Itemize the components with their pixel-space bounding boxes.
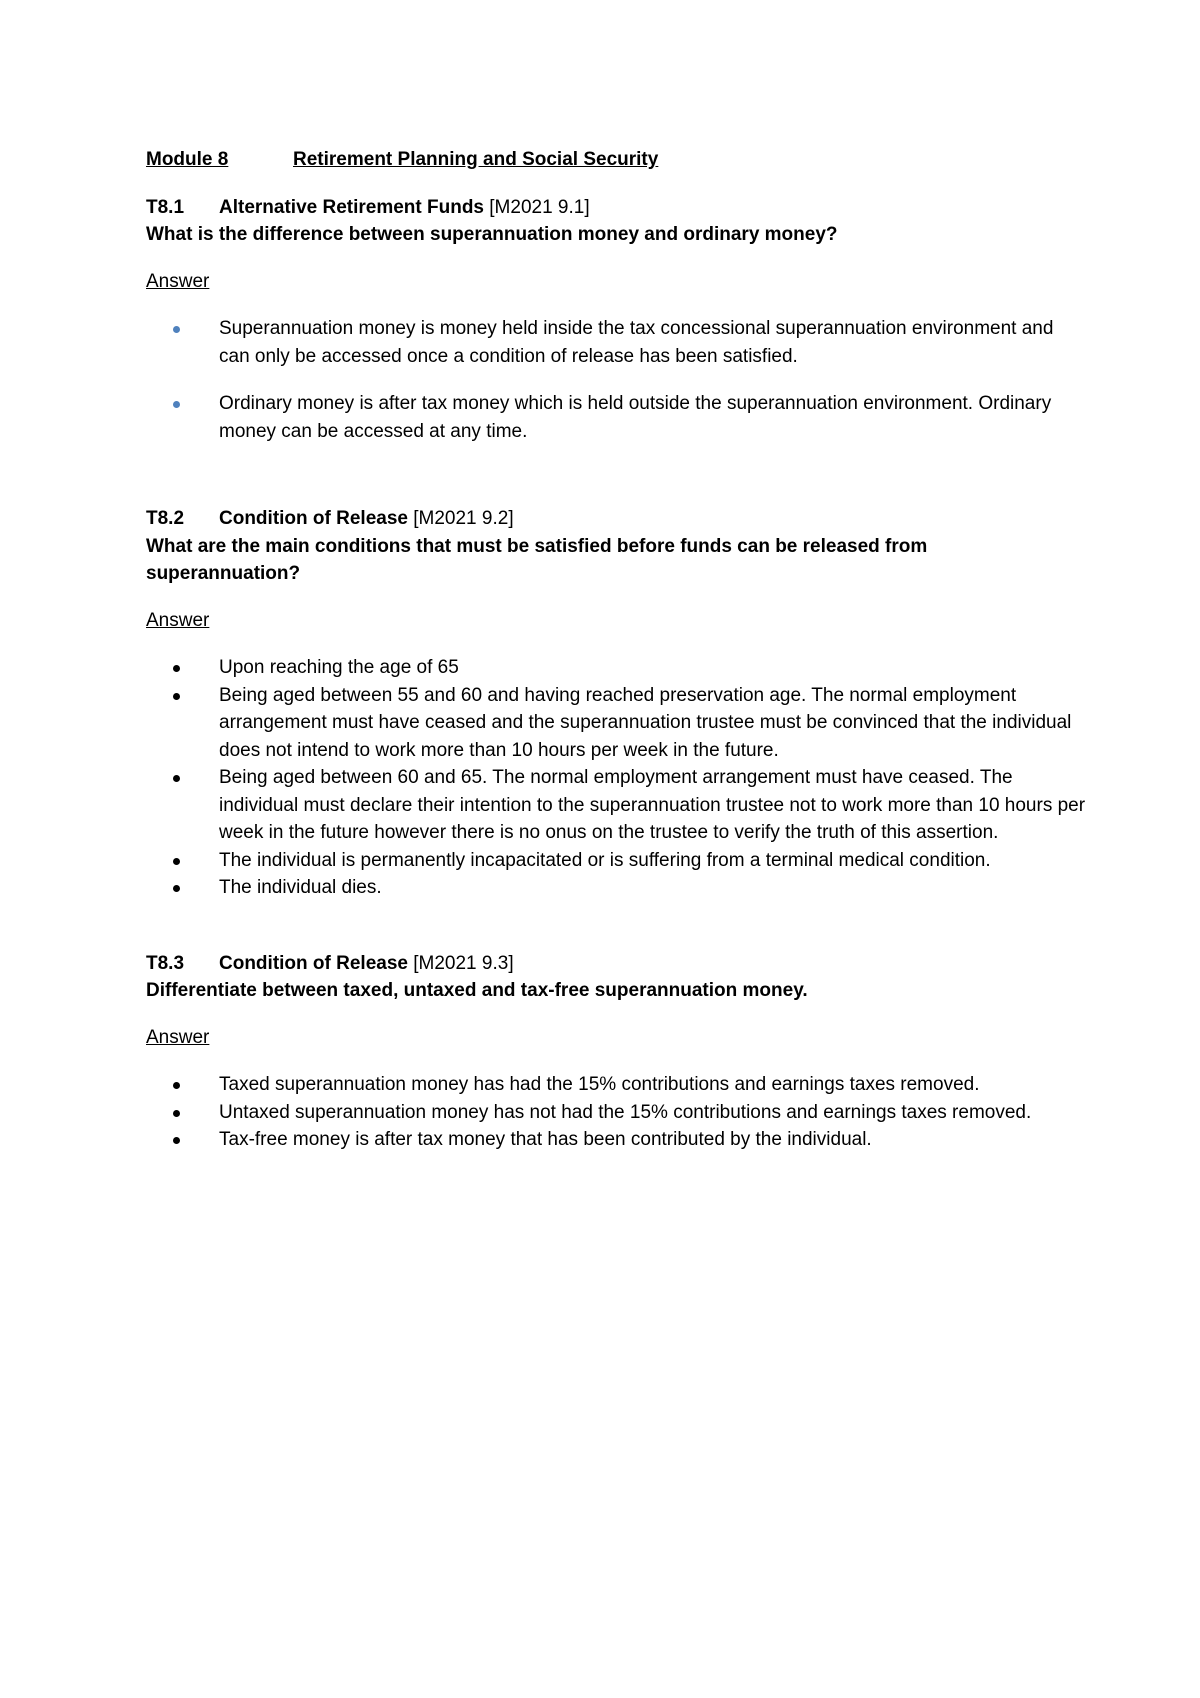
section-t8-2 xyxy=(146,505,1086,902)
answer-item: Superannuation money is money held inside the tax concessional superannuation environment and can only be accessed once a condition of release has been satisfied. xyxy=(146,315,1086,370)
section-title: Alternative Retirement Funds [M2021 9.1] xyxy=(219,196,590,218)
bullet-icon xyxy=(173,885,180,892)
section-heading xyxy=(146,950,1086,978)
section-ref: [M2021 9.1] xyxy=(489,196,590,218)
section-number: T8.2 xyxy=(146,508,185,529)
answer-list xyxy=(146,315,1086,445)
section-ref: [M2021 9.2] xyxy=(413,508,514,529)
section-number: T8.3 xyxy=(146,952,185,974)
answer-item: The individual is permanently incapacitated or is suffering from a terminal medical condition. xyxy=(146,847,1086,875)
bullet-icon xyxy=(173,326,180,333)
answer-item: Taxed superannuation money has had the 15% contributions and earnings taxes removed. xyxy=(146,1071,1086,1099)
bullet-icon xyxy=(173,858,180,865)
section-t8-1 xyxy=(146,194,1086,446)
section-heading xyxy=(146,194,1086,222)
document-content xyxy=(146,146,1086,1154)
bullet-icon xyxy=(173,665,180,672)
section-number: T8.1 xyxy=(146,196,185,218)
section-t8-3 xyxy=(146,950,1086,1154)
answer-item: Being aged between 55 and 60 and having reached preservation age. The normal employment arrangement must have ceased and the superannuation trustee must be convinced that the individual does not intend to work more than 10 hours per week in the future. xyxy=(146,682,1086,765)
answer-item: Untaxed superannuation money has not had the 15% contributions and earnings taxes removed. xyxy=(146,1099,1086,1127)
module-title: Retirement Planning and Social Security xyxy=(293,149,659,170)
answer-item: The individual dies. xyxy=(146,874,1086,902)
bullet-icon xyxy=(173,1137,180,1144)
section-question: What is the difference between superannuation money and ordinary money? xyxy=(146,224,838,245)
module-number: Module 8 xyxy=(146,149,229,170)
answer-list xyxy=(146,654,1086,902)
answer-item: Being aged between 60 and 65. The normal employment arrangement must have ceased. The individual must declare their intention to the superannuation trustee not to work more than 10 hours per week in the future however there is no onus on the trustee to verify the truth of this assertion. xyxy=(146,764,1086,847)
section-question: What are the main conditions that must be satisfied before funds can be released from superannuation? xyxy=(146,535,928,584)
spacer xyxy=(146,465,1086,505)
module-heading xyxy=(146,146,1086,174)
spacer xyxy=(146,902,1086,950)
answer-label: Answer xyxy=(146,1026,210,1048)
answer-list xyxy=(146,1071,1086,1154)
bullet-icon xyxy=(173,775,180,782)
section-ref: [M2021 9.3] xyxy=(413,952,514,974)
section-title: Condition of Release [M2021 9.2] xyxy=(219,508,514,529)
bullet-icon xyxy=(173,693,180,700)
section-title: Condition of Release [M2021 9.3] xyxy=(219,952,514,974)
answer-item: Upon reaching the age of 65 xyxy=(146,654,1086,682)
answer-label: Answer xyxy=(146,609,210,631)
section-question: Differentiate between taxed, untaxed and tax-free superannuation money. xyxy=(146,980,808,1001)
answer-label: Answer xyxy=(146,270,210,292)
bullet-icon xyxy=(173,1110,180,1117)
answer-item: Ordinary money is after tax money which is held outside the superannuation environment. Ordinary money can be accessed at any time. xyxy=(146,390,1086,445)
answer-item: Tax-free money is after tax money that has been contributed by the individual. xyxy=(146,1126,1086,1154)
bullet-icon xyxy=(173,1082,180,1089)
section-heading xyxy=(146,505,1086,533)
bullet-icon xyxy=(173,401,180,408)
